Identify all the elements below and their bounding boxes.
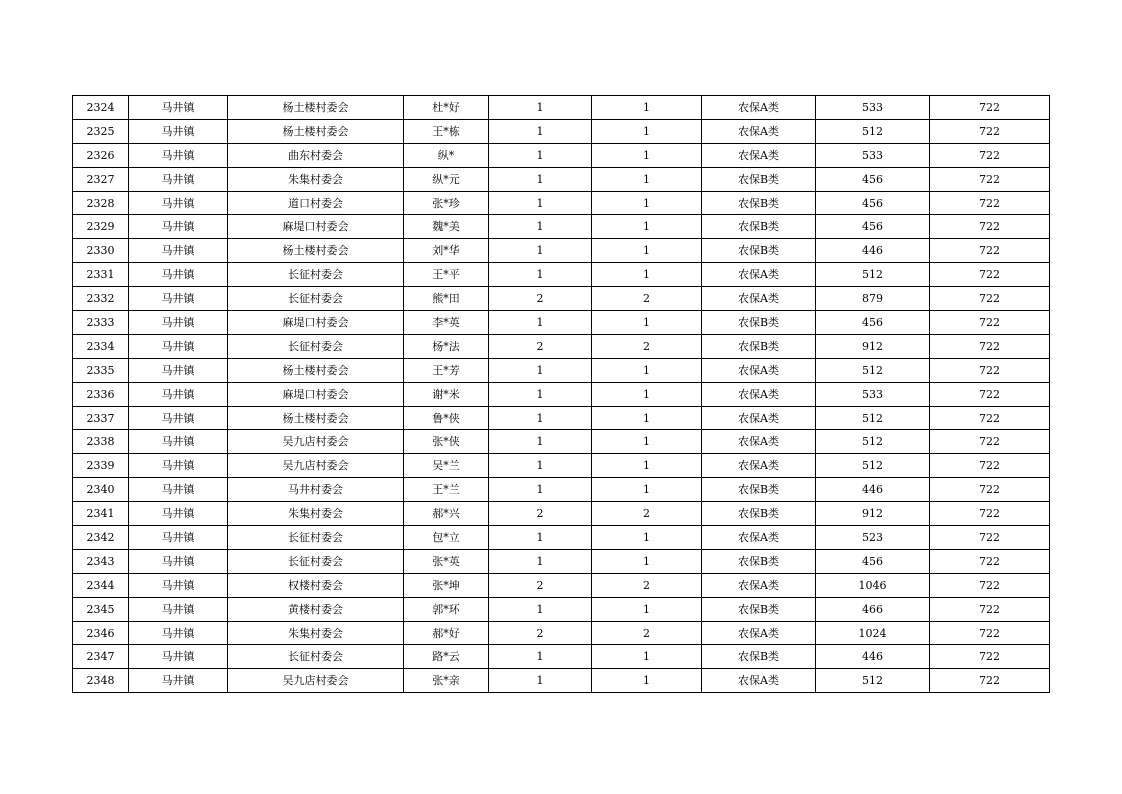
household-count-cell: 1: [489, 96, 592, 120]
name-cell: 郭*环: [404, 597, 489, 621]
name-cell: 王*芳: [404, 358, 489, 382]
village-committee-cell: 朱集村委会: [228, 502, 404, 526]
household-count-cell: 1: [489, 430, 592, 454]
standard-cell: 722: [930, 191, 1050, 215]
table-row: [73, 549, 1050, 573]
serial-number-cell: 2326: [73, 143, 129, 167]
table-row: [73, 478, 1050, 502]
table-row: [73, 597, 1050, 621]
standard-cell: 722: [930, 549, 1050, 573]
insurance-category-cell: 农保A类: [702, 263, 816, 287]
person-count-cell: 1: [592, 96, 702, 120]
name-cell: 刘*华: [404, 239, 489, 263]
town-cell: 马井镇: [129, 430, 228, 454]
village-committee-cell: 吴九店村委会: [228, 454, 404, 478]
town-cell: 马井镇: [129, 191, 228, 215]
standard-cell: 722: [930, 287, 1050, 311]
serial-number-cell: 2333: [73, 311, 129, 335]
serial-number-cell: 2328: [73, 191, 129, 215]
household-count-cell: 1: [489, 406, 592, 430]
household-count-cell: 2: [489, 573, 592, 597]
household-count-cell: 1: [489, 143, 592, 167]
household-count-cell: 2: [489, 334, 592, 358]
village-committee-cell: 杨土楼村委会: [228, 358, 404, 382]
name-cell: 杨*法: [404, 334, 489, 358]
name-cell: 吴*兰: [404, 454, 489, 478]
table-row: [73, 143, 1050, 167]
table-row: [73, 311, 1050, 335]
amount-cell: 523: [816, 526, 930, 550]
amount-cell: 446: [816, 239, 930, 263]
serial-number-cell: 2339: [73, 454, 129, 478]
name-cell: 路*云: [404, 645, 489, 669]
name-cell: 熊*田: [404, 287, 489, 311]
town-cell: 马井镇: [129, 454, 228, 478]
table-row: [73, 334, 1050, 358]
name-cell: 李*英: [404, 311, 489, 335]
table-row: [73, 502, 1050, 526]
amount-cell: 512: [816, 358, 930, 382]
amount-cell: 512: [816, 454, 930, 478]
person-count-cell: 1: [592, 478, 702, 502]
household-count-cell: 1: [489, 549, 592, 573]
village-committee-cell: 长征村委会: [228, 549, 404, 573]
insurance-category-cell: 农保B类: [702, 239, 816, 263]
serial-number-cell: 2348: [73, 669, 129, 693]
town-cell: 马井镇: [129, 526, 228, 550]
standard-cell: 722: [930, 526, 1050, 550]
table-row: [73, 382, 1050, 406]
insurance-category-cell: 农保A类: [702, 143, 816, 167]
person-count-cell: 1: [592, 406, 702, 430]
insurance-category-cell: 农保A类: [702, 573, 816, 597]
village-committee-cell: 麻堤口村委会: [228, 382, 404, 406]
person-count-cell: 1: [592, 143, 702, 167]
name-cell: 谢*米: [404, 382, 489, 406]
amount-cell: 456: [816, 215, 930, 239]
table-row: [73, 669, 1050, 693]
insurance-category-cell: 农保A类: [702, 526, 816, 550]
village-committee-cell: 杨土楼村委会: [228, 406, 404, 430]
table-row: [73, 454, 1050, 478]
household-count-cell: 1: [489, 119, 592, 143]
name-cell: 张*珍: [404, 191, 489, 215]
person-count-cell: 2: [592, 287, 702, 311]
name-cell: 纵*元: [404, 167, 489, 191]
serial-number-cell: 2343: [73, 549, 129, 573]
table-row: [73, 430, 1050, 454]
standard-cell: 722: [930, 430, 1050, 454]
insurance-category-cell: 农保B类: [702, 597, 816, 621]
person-count-cell: 1: [592, 669, 702, 693]
town-cell: 马井镇: [129, 311, 228, 335]
town-cell: 马井镇: [129, 478, 228, 502]
person-count-cell: 1: [592, 263, 702, 287]
name-cell: 张*侠: [404, 430, 489, 454]
insurance-category-cell: 农保B类: [702, 191, 816, 215]
table-row: [73, 358, 1050, 382]
household-count-cell: 1: [489, 239, 592, 263]
serial-number-cell: 2324: [73, 96, 129, 120]
household-count-cell: 1: [489, 454, 592, 478]
insurance-category-cell: 农保B类: [702, 167, 816, 191]
person-count-cell: 1: [592, 239, 702, 263]
town-cell: 马井镇: [129, 167, 228, 191]
household-count-cell: 2: [489, 287, 592, 311]
person-count-cell: 2: [592, 621, 702, 645]
standard-cell: 722: [930, 358, 1050, 382]
town-cell: 马井镇: [129, 502, 228, 526]
village-committee-cell: 长征村委会: [228, 263, 404, 287]
household-count-cell: 1: [489, 167, 592, 191]
household-count-cell: 1: [489, 478, 592, 502]
amount-cell: 512: [816, 119, 930, 143]
person-count-cell: 1: [592, 645, 702, 669]
standard-cell: 722: [930, 621, 1050, 645]
standard-cell: 722: [930, 406, 1050, 430]
name-cell: 包*立: [404, 526, 489, 550]
table-row: [73, 263, 1050, 287]
town-cell: 马井镇: [129, 549, 228, 573]
serial-number-cell: 2345: [73, 597, 129, 621]
town-cell: 马井镇: [129, 382, 228, 406]
amount-cell: 512: [816, 406, 930, 430]
serial-number-cell: 2329: [73, 215, 129, 239]
insurance-category-cell: 农保A类: [702, 358, 816, 382]
name-cell: 张*亲: [404, 669, 489, 693]
village-committee-cell: 长征村委会: [228, 287, 404, 311]
town-cell: 马井镇: [129, 119, 228, 143]
standard-cell: 722: [930, 597, 1050, 621]
table-row: [73, 645, 1050, 669]
village-committee-cell: 吴九店村委会: [228, 669, 404, 693]
village-committee-cell: 权楼村委会: [228, 573, 404, 597]
village-committee-cell: 杨土楼村委会: [228, 96, 404, 120]
amount-cell: 456: [816, 311, 930, 335]
standard-cell: 722: [930, 311, 1050, 335]
person-count-cell: 1: [592, 430, 702, 454]
person-count-cell: 1: [592, 311, 702, 335]
name-cell: 杜*好: [404, 96, 489, 120]
name-cell: 魏*美: [404, 215, 489, 239]
household-count-cell: 1: [489, 669, 592, 693]
town-cell: 马井镇: [129, 263, 228, 287]
town-cell: 马井镇: [129, 334, 228, 358]
amount-cell: 1046: [816, 573, 930, 597]
standard-cell: 722: [930, 96, 1050, 120]
standard-cell: 722: [930, 382, 1050, 406]
standard-cell: 722: [930, 573, 1050, 597]
insurance-category-cell: 农保B类: [702, 478, 816, 502]
standard-cell: 722: [930, 263, 1050, 287]
serial-number-cell: 2325: [73, 119, 129, 143]
amount-cell: 512: [816, 669, 930, 693]
name-cell: 王*兰: [404, 478, 489, 502]
person-count-cell: 2: [592, 502, 702, 526]
household-count-cell: 1: [489, 645, 592, 669]
insurance-category-cell: 农保B类: [702, 502, 816, 526]
name-cell: 王*栋: [404, 119, 489, 143]
amount-cell: 879: [816, 287, 930, 311]
person-count-cell: 1: [592, 382, 702, 406]
town-cell: 马井镇: [129, 287, 228, 311]
person-count-cell: 1: [592, 119, 702, 143]
insurance-category-cell: 农保B类: [702, 311, 816, 335]
name-cell: 鲁*侠: [404, 406, 489, 430]
household-count-cell: 1: [489, 526, 592, 550]
amount-cell: 533: [816, 96, 930, 120]
standard-cell: 722: [930, 119, 1050, 143]
amount-cell: 456: [816, 167, 930, 191]
table-row: [73, 621, 1050, 645]
serial-number-cell: 2332: [73, 287, 129, 311]
standard-cell: 722: [930, 669, 1050, 693]
serial-number-cell: 2341: [73, 502, 129, 526]
household-count-cell: 1: [489, 191, 592, 215]
town-cell: 马井镇: [129, 645, 228, 669]
serial-number-cell: 2340: [73, 478, 129, 502]
person-count-cell: 2: [592, 573, 702, 597]
household-count-cell: 1: [489, 358, 592, 382]
insurance-category-cell: 农保A类: [702, 669, 816, 693]
village-committee-cell: 杨土楼村委会: [228, 239, 404, 263]
name-cell: 张*坤: [404, 573, 489, 597]
village-committee-cell: 马井村委会: [228, 478, 404, 502]
standard-cell: 722: [930, 502, 1050, 526]
serial-number-cell: 2327: [73, 167, 129, 191]
name-cell: 纵*: [404, 143, 489, 167]
village-committee-cell: 长征村委会: [228, 334, 404, 358]
serial-number-cell: 2346: [73, 621, 129, 645]
table-row: [73, 287, 1050, 311]
village-committee-cell: 麻堤口村委会: [228, 215, 404, 239]
name-cell: 张*英: [404, 549, 489, 573]
town-cell: 马井镇: [129, 358, 228, 382]
table-row: [73, 96, 1050, 120]
household-count-cell: 1: [489, 311, 592, 335]
person-count-cell: 2: [592, 334, 702, 358]
standard-cell: 722: [930, 334, 1050, 358]
name-cell: 王*平: [404, 263, 489, 287]
table-row: [73, 573, 1050, 597]
standard-cell: 722: [930, 645, 1050, 669]
village-committee-cell: 麻堤口村委会: [228, 311, 404, 335]
person-count-cell: 1: [592, 526, 702, 550]
town-cell: 马井镇: [129, 96, 228, 120]
village-committee-cell: 长征村委会: [228, 526, 404, 550]
village-committee-cell: 吴九店村委会: [228, 430, 404, 454]
insurance-category-cell: 农保A类: [702, 621, 816, 645]
amount-cell: 446: [816, 645, 930, 669]
insurance-category-cell: 农保B类: [702, 215, 816, 239]
standard-cell: 722: [930, 478, 1050, 502]
household-count-cell: 2: [489, 621, 592, 645]
town-cell: 马井镇: [129, 669, 228, 693]
insurance-category-cell: 农保B类: [702, 549, 816, 573]
standard-cell: 722: [930, 215, 1050, 239]
table-row: [73, 215, 1050, 239]
village-committee-cell: 长征村委会: [228, 645, 404, 669]
town-cell: 马井镇: [129, 406, 228, 430]
household-count-cell: 1: [489, 263, 592, 287]
village-committee-cell: 朱集村委会: [228, 621, 404, 645]
person-count-cell: 1: [592, 358, 702, 382]
name-cell: 郝*好: [404, 621, 489, 645]
town-cell: 马井镇: [129, 239, 228, 263]
amount-cell: 533: [816, 382, 930, 406]
insurance-category-cell: 农保A类: [702, 430, 816, 454]
amount-cell: 512: [816, 430, 930, 454]
data-table: [72, 95, 1050, 693]
table-row: [73, 191, 1050, 215]
village-committee-cell: 朱集村委会: [228, 167, 404, 191]
amount-cell: 466: [816, 597, 930, 621]
insurance-category-cell: 农保A类: [702, 119, 816, 143]
amount-cell: 1024: [816, 621, 930, 645]
table-row: [73, 406, 1050, 430]
household-count-cell: 1: [489, 215, 592, 239]
serial-number-cell: 2342: [73, 526, 129, 550]
standard-cell: 722: [930, 454, 1050, 478]
amount-cell: 446: [816, 478, 930, 502]
insurance-category-cell: 农保A类: [702, 382, 816, 406]
person-count-cell: 1: [592, 597, 702, 621]
table-row: [73, 526, 1050, 550]
person-count-cell: 1: [592, 167, 702, 191]
table-body: [73, 96, 1050, 693]
serial-number-cell: 2335: [73, 358, 129, 382]
table-row: [73, 167, 1050, 191]
town-cell: 马井镇: [129, 143, 228, 167]
village-committee-cell: 黄楼村委会: [228, 597, 404, 621]
amount-cell: 912: [816, 334, 930, 358]
amount-cell: 456: [816, 191, 930, 215]
household-count-cell: 1: [489, 597, 592, 621]
serial-number-cell: 2330: [73, 239, 129, 263]
serial-number-cell: 2347: [73, 645, 129, 669]
person-count-cell: 1: [592, 215, 702, 239]
town-cell: 马井镇: [129, 573, 228, 597]
serial-number-cell: 2334: [73, 334, 129, 358]
village-committee-cell: 曲东村委会: [228, 143, 404, 167]
household-count-cell: 1: [489, 382, 592, 406]
insurance-category-cell: 农保A类: [702, 454, 816, 478]
serial-number-cell: 2336: [73, 382, 129, 406]
serial-number-cell: 2337: [73, 406, 129, 430]
insurance-category-cell: 农保B类: [702, 645, 816, 669]
amount-cell: 912: [816, 502, 930, 526]
town-cell: 马井镇: [129, 621, 228, 645]
amount-cell: 533: [816, 143, 930, 167]
serial-number-cell: 2331: [73, 263, 129, 287]
insurance-category-cell: 农保B类: [702, 334, 816, 358]
insurance-category-cell: 农保A类: [702, 96, 816, 120]
standard-cell: 722: [930, 239, 1050, 263]
table-row: [73, 119, 1050, 143]
person-count-cell: 1: [592, 549, 702, 573]
name-cell: 郝*兴: [404, 502, 489, 526]
standard-cell: 722: [930, 143, 1050, 167]
household-count-cell: 2: [489, 502, 592, 526]
person-count-cell: 1: [592, 454, 702, 478]
standard-cell: 722: [930, 167, 1050, 191]
amount-cell: 512: [816, 263, 930, 287]
village-committee-cell: 杨土楼村委会: [228, 119, 404, 143]
person-count-cell: 1: [592, 191, 702, 215]
village-committee-cell: 道口村委会: [228, 191, 404, 215]
town-cell: 马井镇: [129, 597, 228, 621]
serial-number-cell: 2338: [73, 430, 129, 454]
insurance-category-cell: 农保A类: [702, 287, 816, 311]
amount-cell: 456: [816, 549, 930, 573]
town-cell: 马井镇: [129, 215, 228, 239]
insurance-category-cell: 农保A类: [702, 406, 816, 430]
serial-number-cell: 2344: [73, 573, 129, 597]
table-row: [73, 239, 1050, 263]
